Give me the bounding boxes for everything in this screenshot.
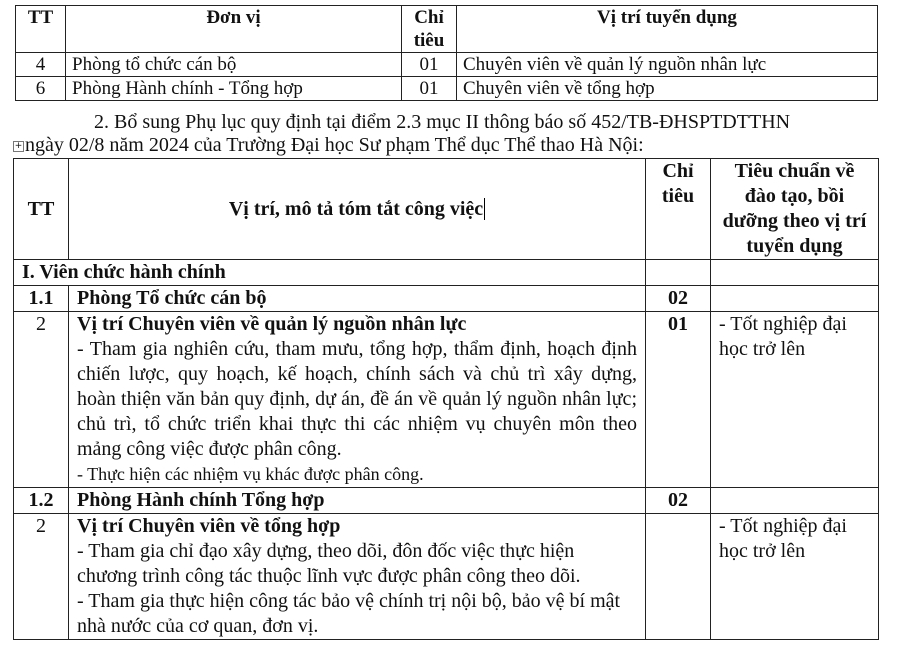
group-no: 1.2 xyxy=(14,488,69,514)
cell-quota: 01 xyxy=(402,53,457,77)
item-quota: 01 xyxy=(646,312,711,488)
header-standard: Tiêu chuẩn về đào tạo, bồi dưỡng theo vị trí tuyển dụng xyxy=(711,159,879,260)
section-title: I. Viên chức hành chính xyxy=(14,260,646,286)
item-description xyxy=(69,514,646,640)
item-standard: - Tốt nghiệp đại học trở lên xyxy=(711,312,879,488)
cell-tt: 6 xyxy=(16,77,66,101)
group-quota: 02 xyxy=(646,286,711,312)
item-desc-1: - Tham gia chỉ đạo xây dựng, theo dõi, đôn đốc việc thực hiện chương trình công tác thuộc lĩnh vực được phân công theo dõi. xyxy=(77,540,581,587)
cell-unit: Phòng Hành chính - Tổng hợp xyxy=(66,77,402,101)
item-desc-2: - Tham gia thực hiện công tác bảo vệ chính trị nội bộ, bảo vệ bí mật nhà nước của cơ quan, đơn vị. xyxy=(77,590,621,637)
text-cursor xyxy=(484,198,485,220)
item-row xyxy=(14,312,879,488)
cell-unit: Phòng tổ chức cán bộ xyxy=(66,53,402,77)
header-quota: Chỉ tiêu xyxy=(646,159,711,260)
group-name: Phòng Tổ chức cán bộ xyxy=(69,286,646,312)
header-tt: TT xyxy=(14,159,69,260)
section-row xyxy=(14,260,879,286)
recruitment-summary-table xyxy=(15,5,878,101)
item-description xyxy=(69,312,646,488)
group-quota: 02 xyxy=(646,488,711,514)
table-row xyxy=(16,53,878,77)
header-unit: Đơn vị xyxy=(66,6,402,53)
header-position[interactable] xyxy=(69,159,646,260)
item-desc-1: - Tham gia nghiên cứu, tham mưu, tổng hợp, thẩm định, hoạch định chiến lược, quy hoạch, kế hoạch, chính sách và chủ trì xây dựng, hoàn thiện văn bản quy định, dự án, đề án về quản lý nguồn nhân lực; chủ trì, tổ chức triển khai thực thi các nhiệm vụ chuyên môn theo mảng công việc được phân công. xyxy=(77,338,637,460)
header-position-text: Vị trí, mô tả tóm tắt công việc xyxy=(228,197,484,220)
item-no: 2 xyxy=(14,514,69,640)
item-no: 2 xyxy=(14,312,69,488)
header-position: Vị trí tuyển dụng xyxy=(457,6,878,53)
cell-position: Chuyên viên về tổng hợp xyxy=(457,77,878,101)
paragraph-line-2 xyxy=(13,134,644,156)
item-standard: - Tốt nghiệp đại học trở lên xyxy=(711,514,879,640)
cell-position: Chuyên viên về quản lý nguồn nhân lực xyxy=(457,53,878,77)
paragraph-line-1: 2. Bổ sung Phụ lục quy định tại điểm 2.3 mục II thông báo số 452/TB-ĐHSPTDTTHN xyxy=(94,111,791,133)
item-title: Vị trí Chuyên viên về quản lý nguồn nhân lực xyxy=(77,313,467,335)
group-name: Phòng Hành chính Tổng hợp xyxy=(69,488,646,514)
table-move-handle-icon[interactable]: + xyxy=(14,140,23,151)
item-row xyxy=(14,514,879,640)
paragraph-line-2-text: ngày 02/8 năm 2024 của Trường Đại học Sư phạm Thể dục Thể thao Hà Nội: xyxy=(25,134,644,156)
header-tt: TT xyxy=(16,6,66,53)
header-quota: Chỉ tiêu xyxy=(402,6,457,53)
cell-tt: 4 xyxy=(16,53,66,77)
item-title: Vị trí Chuyên viên về tổng hợp xyxy=(77,515,341,537)
group-row xyxy=(14,488,879,514)
group-row xyxy=(14,286,879,312)
group-no: 1.1 xyxy=(14,286,69,312)
cell-quota: 01 xyxy=(402,77,457,101)
table-header-row xyxy=(14,159,879,260)
item-desc-2: - Thực hiện các nhiệm vụ khác được phân công. xyxy=(77,464,424,484)
item-quota xyxy=(646,514,711,640)
table-header-row xyxy=(16,6,878,53)
table-row xyxy=(16,77,878,101)
job-description-table xyxy=(13,158,879,640)
